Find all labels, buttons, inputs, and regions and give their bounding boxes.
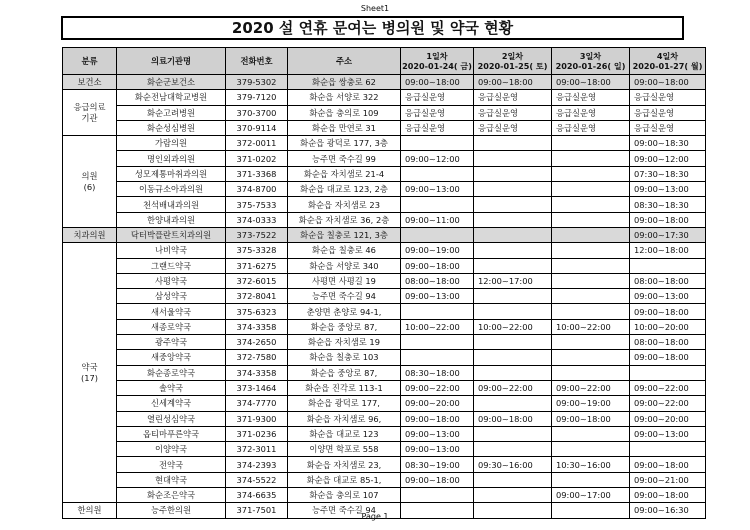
d2-cell: [474, 151, 552, 166]
d4-cell: 12:00~18:00: [630, 243, 706, 258]
name-cell: 닥터박플란트치과의원: [117, 227, 226, 242]
address-cell: 화순읍 대교로 85-1,: [288, 472, 401, 487]
d2-cell: [474, 426, 552, 441]
d1-cell: [401, 350, 474, 365]
d4-cell: 09:00~16:30: [630, 503, 706, 518]
table-row: [63, 136, 706, 151]
d3-cell: 09:00~19:00: [552, 396, 630, 411]
d4-cell: 09:00~18:00: [630, 212, 706, 227]
d4-cell: 09:00~13:00: [630, 426, 706, 441]
d4-cell: 09:00~22:00: [630, 380, 706, 395]
header-address: 주소: [288, 48, 401, 75]
address-cell: 화순읍 중앙로 87,: [288, 365, 401, 380]
d2-cell: [474, 304, 552, 319]
name-cell: 화순조은약국: [117, 488, 226, 503]
d1-cell: [401, 304, 474, 319]
table-row: [63, 151, 706, 166]
d4-cell: 응급실운영: [630, 120, 706, 135]
d2-cell: [474, 258, 552, 273]
name-cell: 성모제통마취과의원: [117, 166, 226, 181]
d2-cell: 응급실운영: [474, 120, 552, 135]
address-cell: 화순읍 자치샘로 36, 2층: [288, 212, 401, 227]
day4-date: 2020-01-27( 월): [632, 61, 703, 71]
table-row: [63, 90, 706, 105]
d2-cell: [474, 442, 552, 457]
d2-cell: [474, 197, 552, 212]
name-cell: 명인외과의원: [117, 151, 226, 166]
d2-cell: 응급실운영: [474, 90, 552, 105]
schedule-table: [62, 47, 706, 519]
d3-cell: [552, 442, 630, 457]
table-row: [63, 243, 706, 258]
d3-cell: [552, 365, 630, 380]
address-cell: 사평면 사평길 19: [288, 273, 401, 288]
d1-cell: 09:00~13:00: [401, 442, 474, 457]
d1-cell: 응급실운영: [401, 120, 474, 135]
d2-cell: [474, 335, 552, 350]
d3-cell: [552, 166, 630, 181]
address-cell: 능주면 죽수길 94: [288, 289, 401, 304]
d2-cell: [474, 472, 552, 487]
d2-cell: 응급실운영: [474, 105, 552, 120]
phone-cell: 370-3700: [226, 105, 288, 120]
d3-cell: [552, 197, 630, 212]
d3-cell: [552, 212, 630, 227]
phone-cell: 379-5302: [226, 75, 288, 90]
d2-cell: [474, 396, 552, 411]
address-cell: 화순읍 칠충로 121, 3층: [288, 227, 401, 242]
table-row: [63, 426, 706, 441]
table-row: [63, 197, 706, 212]
address-cell: 화순읍 서양로 340: [288, 258, 401, 273]
d2-cell: 09:00~22:00: [474, 380, 552, 395]
phone-cell: 374-2650: [226, 335, 288, 350]
d1-cell: [401, 335, 474, 350]
d3-cell: [552, 426, 630, 441]
address-cell: 화순읍 대교로 123, 2층: [288, 182, 401, 197]
category-cell: 약국 (17): [63, 243, 117, 503]
address-cell: 능주면 죽수길 94: [288, 503, 401, 518]
address-cell: 춘양면 춘양로 94-1,: [288, 304, 401, 319]
d1-cell: [401, 488, 474, 503]
table-row: [63, 258, 706, 273]
d4-cell: 응급실운영: [630, 105, 706, 120]
table-row: [63, 304, 706, 319]
d4-cell: 09:00~18:00: [630, 304, 706, 319]
name-cell: 삼성약국: [117, 289, 226, 304]
d3-cell: 10:00~22:00: [552, 319, 630, 334]
d1-cell: 응급실운영: [401, 105, 474, 120]
d2-cell: [474, 212, 552, 227]
d2-cell: [474, 227, 552, 242]
day3-label: 3일차: [579, 51, 602, 61]
table-row: [63, 273, 706, 288]
d3-cell: [552, 136, 630, 151]
phone-cell: 374-3358: [226, 365, 288, 380]
address-cell: 화순읍 자치샘로 19: [288, 335, 401, 350]
table-row: [63, 411, 706, 426]
d3-cell: [552, 227, 630, 242]
phone-cell: 372-3011: [226, 442, 288, 457]
d1-cell: [401, 227, 474, 242]
address-cell: 화순읍 자치샘로 21-4: [288, 166, 401, 181]
d4-cell: [630, 365, 706, 380]
d1-cell: 08:00~18:00: [401, 273, 474, 288]
name-cell: 능주한의원: [117, 503, 226, 518]
phone-cell: 371-0202: [226, 151, 288, 166]
name-cell: 옵티마푸른약국: [117, 426, 226, 441]
d2-cell: [474, 365, 552, 380]
d4-cell: 07:30~18:30: [630, 166, 706, 181]
day4-label: 4일차: [656, 51, 679, 61]
table-row: [63, 166, 706, 181]
d3-cell: [552, 243, 630, 258]
address-cell: 화순읍 칠충로 103: [288, 350, 401, 365]
name-cell: 사평약국: [117, 273, 226, 288]
phone-cell: 379-7120: [226, 90, 288, 105]
phone-cell: 374-2393: [226, 457, 288, 472]
d3-cell: 응급실운영: [552, 90, 630, 105]
d3-cell: [552, 472, 630, 487]
name-cell: 새서울약국: [117, 304, 226, 319]
d4-cell: 응급실운영: [630, 90, 706, 105]
table-row: [63, 212, 706, 227]
address-cell: 화순읍 서양로 322: [288, 90, 401, 105]
d4-cell: 09:00~18:00: [630, 457, 706, 472]
d1-cell: 09:00~18:00: [401, 258, 474, 273]
d2-cell: 09:00~18:00: [474, 411, 552, 426]
phone-cell: 372-7580: [226, 350, 288, 365]
name-cell: 화순성심병원: [117, 120, 226, 135]
d4-cell: 09:00~22:00: [630, 396, 706, 411]
d4-cell: 10:00~20:00: [630, 319, 706, 334]
page-title: 2020 설 연휴 문여는 병의원 및 약국 현황: [61, 16, 684, 40]
d2-cell: [474, 182, 552, 197]
d4-cell: 08:30~18:30: [630, 197, 706, 212]
header-day4: [630, 48, 706, 75]
d4-cell: 09:00~12:00: [630, 151, 706, 166]
d3-cell: 09:00~18:00: [552, 411, 630, 426]
table-row: [63, 457, 706, 472]
name-cell: 그랜드약국: [117, 258, 226, 273]
d2-cell: 12:00~17:00: [474, 273, 552, 288]
address-cell: 화순읍 자치샘로 96,: [288, 411, 401, 426]
d1-cell: 09:00~11:00: [401, 212, 474, 227]
d1-cell: 08:30~18:00: [401, 365, 474, 380]
table-row: [63, 365, 706, 380]
table-row: [63, 182, 706, 197]
d2-cell: [474, 488, 552, 503]
d3-cell: 응급실운영: [552, 105, 630, 120]
d1-cell: 09:00~22:00: [401, 380, 474, 395]
table-row: [63, 380, 706, 395]
d2-cell: [474, 166, 552, 181]
d3-cell: [552, 273, 630, 288]
name-cell: 화순종로약국: [117, 365, 226, 380]
table-row: [63, 227, 706, 242]
d2-cell: [474, 289, 552, 304]
d1-cell: 09:00~13:00: [401, 182, 474, 197]
name-cell: 나비약국: [117, 243, 226, 258]
phone-cell: 374-8700: [226, 182, 288, 197]
phone-cell: 373-1464: [226, 380, 288, 395]
d3-cell: [552, 350, 630, 365]
d4-cell: 09:00~13:00: [630, 289, 706, 304]
d2-cell: 10:00~22:00: [474, 319, 552, 334]
d1-cell: 응급실운영: [401, 90, 474, 105]
header-day1: [401, 48, 474, 75]
table-row: [63, 335, 706, 350]
header-name: 의료기관명: [117, 48, 226, 75]
d4-cell: 09:00~18:00: [630, 75, 706, 90]
d4-cell: 09:00~13:00: [630, 182, 706, 197]
d4-cell: [630, 442, 706, 457]
phone-cell: 374-6635: [226, 488, 288, 503]
d3-cell: 응급실운영: [552, 120, 630, 135]
d3-cell: [552, 335, 630, 350]
d4-cell: 08:00~18:00: [630, 335, 706, 350]
day3-date: 2020-01-26( 일): [555, 61, 626, 71]
table-row: [63, 350, 706, 365]
category-cell: 치과의원: [63, 227, 117, 242]
name-cell: 전약국: [117, 457, 226, 472]
table-row: [63, 75, 706, 90]
address-cell: 화순읍 충의로 107: [288, 488, 401, 503]
category-cell: 응급의료 기관: [63, 90, 117, 136]
phone-cell: 371-7501: [226, 503, 288, 518]
address-cell: 화순읍 자치샘로 23,: [288, 457, 401, 472]
address-cell: 화순읍 칠충로 46: [288, 243, 401, 258]
d3-cell: [552, 289, 630, 304]
table-row: [63, 472, 706, 487]
phone-cell: 374-3358: [226, 319, 288, 334]
address-cell: 이양면 학포로 558: [288, 442, 401, 457]
category-cell: 보건소: [63, 75, 117, 90]
d3-cell: 09:00~18:00: [552, 75, 630, 90]
address-cell: 화순읍 대교로 123: [288, 426, 401, 441]
d1-cell: 09:00~18:00: [401, 75, 474, 90]
phone-cell: 371-3368: [226, 166, 288, 181]
table-row: [63, 396, 706, 411]
sheet-label: Sheet1: [360, 4, 390, 13]
name-cell: 신세계약국: [117, 396, 226, 411]
page-number: Page 1: [361, 512, 389, 521]
d1-cell: 09:00~20:00: [401, 396, 474, 411]
phone-cell: 372-0011: [226, 136, 288, 151]
address-cell: 화순읍 광덕로 177, 3층: [288, 136, 401, 151]
d4-cell: 09:00~20:00: [630, 411, 706, 426]
d1-cell: [401, 136, 474, 151]
table-row: [63, 488, 706, 503]
phone-cell: 372-6015: [226, 273, 288, 288]
d3-cell: 09:00~22:00: [552, 380, 630, 395]
d4-cell: 09:00~21:00: [630, 472, 706, 487]
d1-cell: 09:00~13:00: [401, 289, 474, 304]
table-row: [63, 105, 706, 120]
address-cell: 화순읍 만연로 31: [288, 120, 401, 135]
d4-cell: 08:00~18:00: [630, 273, 706, 288]
table-row: [63, 442, 706, 457]
header-row: [63, 48, 706, 75]
d4-cell: 09:00~18:30: [630, 136, 706, 151]
phone-cell: 370-9114: [226, 120, 288, 135]
d2-cell: [474, 136, 552, 151]
name-cell: 천석배내과의원: [117, 197, 226, 212]
phone-cell: 372-8041: [226, 289, 288, 304]
header-phone: 전화번호: [226, 48, 288, 75]
d1-cell: 09:00~19:00: [401, 243, 474, 258]
d4-cell: 09:00~18:00: [630, 488, 706, 503]
day1-label: 1일차: [426, 51, 448, 61]
phone-cell: 373-7522: [226, 227, 288, 242]
d2-cell: 09:00~18:00: [474, 75, 552, 90]
name-cell: 현대약국: [117, 472, 226, 487]
d3-cell: 09:00~17:00: [552, 488, 630, 503]
phone-cell: 375-6323: [226, 304, 288, 319]
table-row: [63, 319, 706, 334]
name-cell: 화순고려병원: [117, 105, 226, 120]
phone-cell: 371-9300: [226, 411, 288, 426]
d2-cell: [474, 243, 552, 258]
name-cell: 가람의원: [117, 136, 226, 151]
name-cell: 새중앙약국: [117, 350, 226, 365]
name-cell: 화순군보건소: [117, 75, 226, 90]
phone-cell: 371-6275: [226, 258, 288, 273]
name-cell: 광주약국: [117, 335, 226, 350]
d4-cell: 09:00~17:30: [630, 227, 706, 242]
d4-cell: [630, 258, 706, 273]
name-cell: 한양내과의원: [117, 212, 226, 227]
header-day2: [474, 48, 552, 75]
phone-cell: 375-7533: [226, 197, 288, 212]
name-cell: 이동규소아과의원: [117, 182, 226, 197]
d3-cell: 10:30~16:00: [552, 457, 630, 472]
category-cell: 한의원: [63, 503, 117, 518]
address-cell: 화순읍 충의로 109: [288, 105, 401, 120]
header-day3: [552, 48, 630, 75]
d3-cell: [552, 182, 630, 197]
phone-cell: 375-3328: [226, 243, 288, 258]
address-cell: 능주면 죽수길 99: [288, 151, 401, 166]
phone-cell: 374-7770: [226, 396, 288, 411]
table-row: [63, 120, 706, 135]
address-cell: 화순읍 쌍충로 62: [288, 75, 401, 90]
table-row: [63, 289, 706, 304]
d1-cell: 08:30~19:00: [401, 457, 474, 472]
d1-cell: 09:00~13:00: [401, 426, 474, 441]
phone-cell: 374-5522: [226, 472, 288, 487]
d3-cell: [552, 258, 630, 273]
d1-cell: 10:00~22:00: [401, 319, 474, 334]
phone-cell: 371-0236: [226, 426, 288, 441]
d3-cell: [552, 304, 630, 319]
header-category: 분류: [63, 48, 117, 75]
address-cell: 화순읍 광덕로 177,: [288, 396, 401, 411]
address-cell: 화순읍 중앙로 87,: [288, 319, 401, 334]
d1-cell: [401, 197, 474, 212]
name-cell: 새종로약국: [117, 319, 226, 334]
name-cell: 화순전남대학교병원: [117, 90, 226, 105]
category-cell: 의원 (6): [63, 136, 117, 228]
d4-cell: 09:00~18:00: [630, 350, 706, 365]
address-cell: 화순읍 진각로 113-1: [288, 380, 401, 395]
name-cell: 열린성심약국: [117, 411, 226, 426]
day2-label: 2일차: [501, 51, 524, 61]
d1-cell: 09:00~18:00: [401, 472, 474, 487]
phone-cell: 374-0333: [226, 212, 288, 227]
day1-date: 2020-01-24( 금): [402, 61, 472, 71]
address-cell: 화순읍 자치샘로 23: [288, 197, 401, 212]
d2-cell: [474, 350, 552, 365]
d3-cell: [552, 151, 630, 166]
day2-date: 2020-01-25( 토): [477, 61, 548, 71]
d1-cell: 09:00~18:00: [401, 411, 474, 426]
d2-cell: 09:30~16:00: [474, 457, 552, 472]
name-cell: 솔약국: [117, 380, 226, 395]
d1-cell: [401, 166, 474, 181]
name-cell: 이양약국: [117, 442, 226, 457]
d1-cell: 09:00~12:00: [401, 151, 474, 166]
